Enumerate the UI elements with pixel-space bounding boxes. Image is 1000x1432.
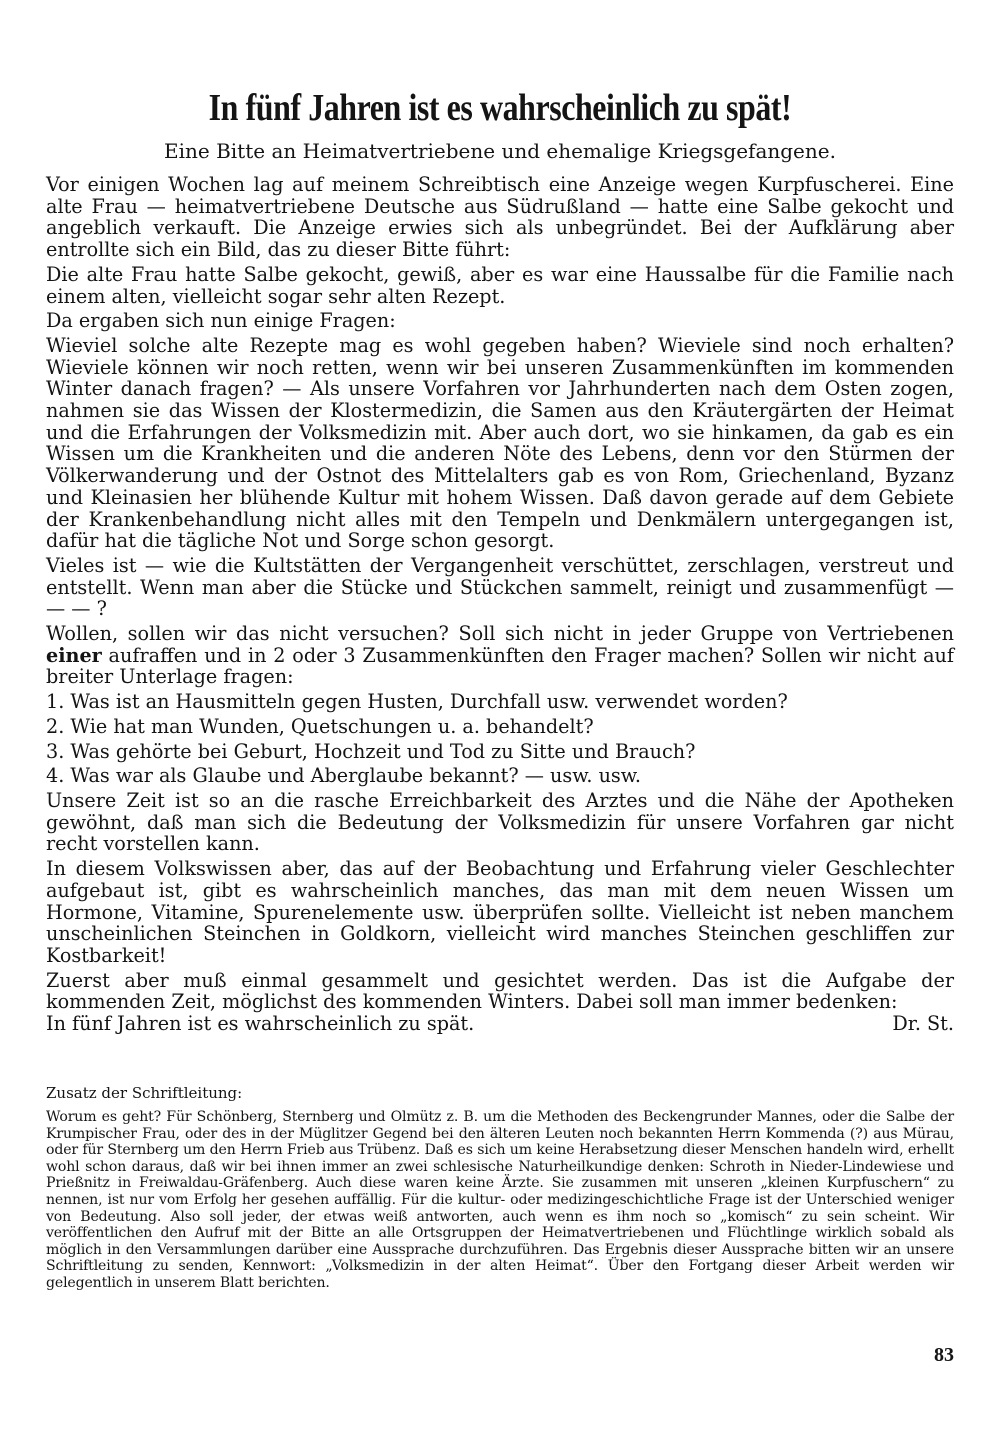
editorial-addendum [46,1084,954,1292]
question-item: 1. Was ist an Hausmitteln gegen Husten, Durchfall usw. verwendet worden? [46,690,788,714]
addendum-text: Worum es geht? Für Schönberg, Sternberg und Olmütz z. B. um die Methoden des Beckengrunder Mannes, oder die Salbe der Krumpischer Frau, oder des in der Müglitzer Gegend bei den älteren Leuten noch bekannten Herrn Kommenda (?) aus Mürau, oder für Sternberg um den Herrn Frieb aus Trübenz. Daß es sich um keine Herabsetzung dieser Menschen handeln wird, erhellt wohl schon daraus, daß wir bei ihnen immer an zwei schlesische Naturheilkundige denken: Schroth in Nieder-Lindewiese und Prießnitz in Freiwaldau-Gräfenberg. Auch diese waren keine Ärzte. Sie zusammen mit unseren „kleinen Kurpfuschern“ zu nennen, ist nur vom Erfolg her gesehen auffällig. Für die kultur- oder medizingeschichtliche Frage ist der Unterschied weniger von Bedeutung. Also soll jeder, der etwas weiß antworten, auch wenn es ihm noch so „komisch“ zu sein scheint. Wir veröffentlichen den Aufruf mit der Bitte an alle Ortsgruppen der Heimatvertriebenen und Flüchtlinge wirklich sobald als möglich in den Versammlungen darüber eine Aussprache durchzuführen. Das Ergebnis dieser Aussprache bitten wir an unsere Schriftleitung zu senden, Kennwort: „Volksmedizin in der alten Heimat“. Über den Fortgang dieser Arbeit werden wir gelegentlich in unserem Blatt berichten. [46,1109,954,1291]
question-item: 2. Wie hat man Wunden, Quetschungen u. a. behandelt? [46,714,594,738]
addendum-heading: Zusatz der Schriftleitung: [46,1084,243,1102]
article-subtitle: Eine Bitte an Heimatvertriebene und ehemalige Kriegsgefangene. [164,139,836,163]
question-item: 3. Was gehörte bei Geburt, Hochzeit und Tod zu Sitte und Brauch? [46,739,696,763]
paragraph-text: aufraffen und in 2 oder 3 Zusammenkünften den Frager machen? Sollen wir nicht auf breiter Unterlage fragen: [46,643,954,689]
paragraph: Vor einigen Wochen lag auf meinem Schreibtisch eine Anzeige wegen Kurpfuscherei. Eine alte Frau — heimatvertriebene Deutsche aus Südrußland — hatte eine Salbe gekocht und angeblich verkauft. Die Anzeige erwies sich als unbegründet. Bei der Aufklärung aber entrollte sich ein Bild, das zu dieser Bitte führt: [46,173,954,262]
closing-sentence: In fünf Jahren ist es wahrscheinlich zu spät. [46,1012,475,1036]
emphasis-einer: einer [46,643,102,667]
article-body [46,174,954,1035]
paragraph: Zuerst aber muß einmal gesammelt und gesichtet werden. Das ist die Aufgabe der kommenden Zeit, möglichst des kommenden Winters. Dabei soll man immer bedenken: [46,968,954,1014]
paragraph-text: Wollen, sollen wir das nicht versuchen? Soll sich nicht in jeder Gruppe von Vertriebenen [46,622,954,646]
question-item: 4. Was war als Glaube und Aberglaube bekannt? — usw. usw. [46,764,642,788]
paragraph: Vieles ist — wie die Kultstätten der Vergangenheit verschüttet, zerschlagen, verstreut und entstellt. Wenn man aber die Stücke und Stückchen sammelt, reinigt und zusammenfügt — — — ? [46,553,954,621]
page-number: 83 [934,1344,954,1366]
paragraph: In diesem Volkswissen aber, das auf der Beobachtung und Erfahrung vieler Geschlechter aufgebaut ist, gibt es wahrscheinlich manches, das man mit dem neuen Wissen um Hormone, Vitamine, Spurenelemente usw. überprüfen sollte. Vielleicht ist neben manchem unscheinlichen Steinchen in Goldkorn, vielleicht wird manches Steinchen geschliffen zur Kostbarkeit! [46,857,954,967]
paragraph [46,623,954,688]
article-title: In fünf Jahren ist es wahrscheinlich zu spät! [208,87,792,129]
author-signature: Dr. St. [892,1012,954,1036]
paragraph: Die alte Frau hatte Salbe gekocht, gewiß, aber es war eine Haussalbe für die Familie nach einem alten, vielleicht sogar sehr alten Rezept. [46,262,954,308]
paragraph: Da ergaben sich nun einige Fragen: [46,309,396,333]
paragraph: Unsere Zeit ist so an die rasche Erreichbarkeit des Arztes und die Nähe der Apotheken gewöhnt, daß man sich die Bedeutung der Volksmedizin für unsere Vorfahren gar nicht recht vorstellen kann. [46,788,954,856]
paragraph: Wieviel solche alte Rezepte mag es wohl gegeben haben? Wieviele sind noch erhalten? Wieviele können wir noch retten, wenn wir bei unseren Zusammenkünften im kommenden Winter danach fragen? — Als unsere Vorfahren vor Jahrhunderten nach dem Osten zogen, nahmen sie das Wissen der Klostermedizin, die Samen aus den Kräutergärten der Heimat und die Erfahrungen der Volksmedizin mit. Aber auch dort, wo sie hinkamen, da gab es ein Wissen um die Krankheiten und die anderen Nöte des Lebens, denn vor den Stürmen der Völkerwanderung und der Ostnot des Mittelalters gab es von Rom, Griechenland, Byzanz und Kleinasien her blühende Kultur mit hohem Wissen. Daß davon gerade auf dem Gebiete der Krankenbehandlung nicht alles mit den Tempeln und Denkmälern untergegangen ist, dafür hat die tägliche Not und Sorge schon gesorgt. [46,333,954,553]
closing-line [46,1013,954,1035]
